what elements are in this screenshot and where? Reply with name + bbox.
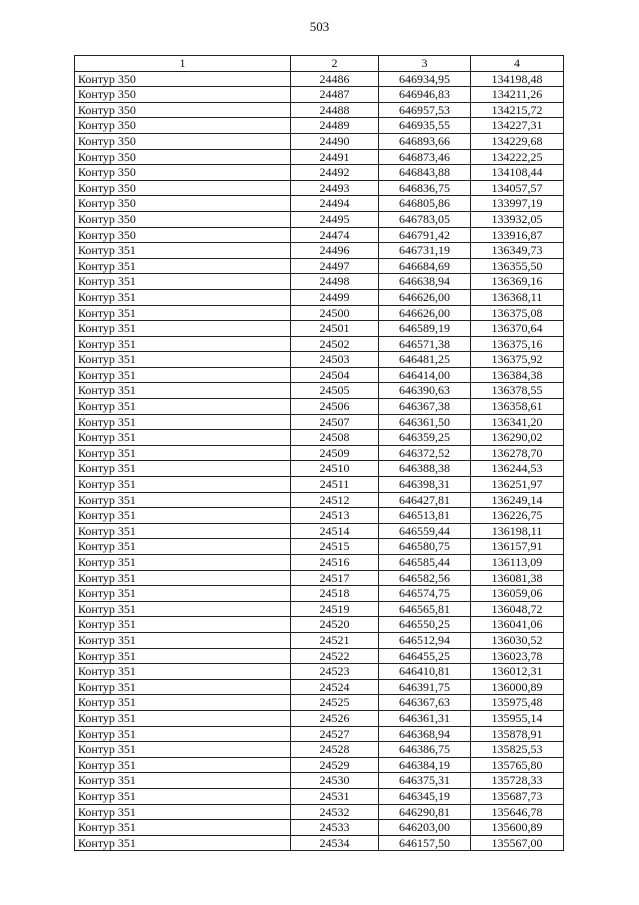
x-coordinate-cell: 646805,86 [379,196,471,212]
column-header: 2 [291,56,379,72]
point-number-cell: 24486 [291,71,379,87]
x-coordinate-cell: 646410,81 [379,664,471,680]
column-header: 1 [75,56,291,72]
contour-name-cell: Контур 351 [75,820,291,836]
table-row [75,149,564,165]
point-number-cell: 24504 [291,367,379,383]
table-row [75,258,564,274]
table-row [75,632,564,648]
table-row [75,118,564,134]
point-number-cell: 24500 [291,305,379,321]
table-row [75,383,564,399]
contour-name-cell: Контур 351 [75,243,291,259]
table-row [75,648,564,664]
x-coordinate-cell: 646512,94 [379,632,471,648]
table-row [75,445,564,461]
point-number-cell: 24492 [291,165,379,181]
x-coordinate-cell: 646626,00 [379,289,471,305]
contour-name-cell: Контур 351 [75,539,291,555]
x-coordinate-cell: 646843,88 [379,165,471,181]
y-coordinate-cell: 134211,26 [471,87,564,103]
point-number-cell: 24522 [291,648,379,664]
contour-name-cell: Контур 351 [75,289,291,305]
contour-name-cell: Контур 351 [75,430,291,446]
x-coordinate-cell: 646290,81 [379,804,471,820]
x-coordinate-cell: 646731,19 [379,243,471,259]
contour-name-cell: Контур 351 [75,461,291,477]
y-coordinate-cell: 136249,14 [471,492,564,508]
point-number-cell: 24530 [291,773,379,789]
x-coordinate-cell: 646935,55 [379,118,471,134]
table-row [75,227,564,243]
x-coordinate-cell: 646384,19 [379,757,471,773]
contour-name-cell: Контур 351 [75,648,291,664]
y-coordinate-cell: 136349,73 [471,243,564,259]
y-coordinate-cell: 136030,52 [471,632,564,648]
table-row [75,773,564,789]
contour-name-cell: Контур 351 [75,492,291,508]
point-number-cell: 24532 [291,804,379,820]
y-coordinate-cell: 134198,48 [471,71,564,87]
column-header: 4 [471,56,564,72]
contour-name-cell: Контур 351 [75,788,291,804]
x-coordinate-cell: 646414,00 [379,367,471,383]
contour-name-cell: Контур 350 [75,227,291,243]
point-number-cell: 24498 [291,274,379,290]
table-row [75,321,564,337]
table-row [75,274,564,290]
contour-name-cell: Контур 351 [75,742,291,758]
contour-name-cell: Контур 351 [75,336,291,352]
x-coordinate-cell: 646203,00 [379,820,471,836]
column-header: 3 [379,56,471,72]
point-number-cell: 24491 [291,149,379,165]
point-number-cell: 24527 [291,726,379,742]
table-row [75,757,564,773]
table-row [75,71,564,87]
y-coordinate-cell: 133916,87 [471,227,564,243]
y-coordinate-cell: 136226,75 [471,508,564,524]
x-coordinate-cell: 646375,31 [379,773,471,789]
contour-name-cell: Контур 351 [75,570,291,586]
point-number-cell: 24511 [291,477,379,493]
y-coordinate-cell: 136278,70 [471,445,564,461]
contour-name-cell: Контур 351 [75,383,291,399]
point-number-cell: 24517 [291,570,379,586]
point-number-cell: 24494 [291,196,379,212]
table-row [75,539,564,555]
table-row [75,617,564,633]
y-coordinate-cell: 136375,16 [471,336,564,352]
x-coordinate-cell: 646386,75 [379,742,471,758]
table-row [75,492,564,508]
y-coordinate-cell: 136081,38 [471,570,564,586]
contour-name-cell: Контур 350 [75,180,291,196]
table-row [75,430,564,446]
table-row [75,336,564,352]
y-coordinate-cell: 135955,14 [471,710,564,726]
contour-name-cell: Контур 351 [75,399,291,415]
point-number-cell: 24506 [291,399,379,415]
contour-name-cell: Контур 351 [75,352,291,368]
y-coordinate-cell: 136157,91 [471,539,564,555]
x-coordinate-cell: 646585,44 [379,555,471,571]
x-coordinate-cell: 646582,56 [379,570,471,586]
contour-name-cell: Контур 351 [75,305,291,321]
y-coordinate-cell: 136358,61 [471,399,564,415]
y-coordinate-cell: 136370,64 [471,321,564,337]
contour-name-cell: Контур 351 [75,835,291,851]
point-number-cell: 24508 [291,430,379,446]
x-coordinate-cell: 646934,95 [379,71,471,87]
y-coordinate-cell: 136368,11 [471,289,564,305]
table-row [75,742,564,758]
point-number-cell: 24534 [291,835,379,851]
table-row [75,399,564,415]
y-coordinate-cell: 136355,50 [471,258,564,274]
point-number-cell: 24512 [291,492,379,508]
point-number-cell: 24509 [291,445,379,461]
point-number-cell: 24502 [291,336,379,352]
y-coordinate-cell: 136375,08 [471,305,564,321]
y-coordinate-cell: 136369,16 [471,274,564,290]
x-coordinate-cell: 646372,52 [379,445,471,461]
x-coordinate-cell: 646367,63 [379,695,471,711]
table-row [75,367,564,383]
y-coordinate-cell: 133997,19 [471,196,564,212]
table-row [75,601,564,617]
x-coordinate-cell: 646836,75 [379,180,471,196]
x-coordinate-cell: 646580,75 [379,539,471,555]
contour-name-cell: Контур 350 [75,118,291,134]
table-row [75,508,564,524]
y-coordinate-cell: 134227,31 [471,118,564,134]
x-coordinate-cell: 646481,25 [379,352,471,368]
x-coordinate-cell: 646574,75 [379,586,471,602]
point-number-cell: 24474 [291,227,379,243]
contour-name-cell: Контур 350 [75,87,291,103]
point-number-cell: 24514 [291,523,379,539]
table-row [75,289,564,305]
table-row [75,586,564,602]
x-coordinate-cell: 646361,31 [379,710,471,726]
table-row [75,804,564,820]
y-coordinate-cell: 136251,97 [471,477,564,493]
contour-name-cell: Контур 351 [75,757,291,773]
x-coordinate-cell: 646367,38 [379,399,471,415]
table-row [75,180,564,196]
x-coordinate-cell: 646359,25 [379,430,471,446]
y-coordinate-cell: 136000,89 [471,679,564,695]
table-header-row [75,56,564,72]
y-coordinate-cell: 135728,33 [471,773,564,789]
y-coordinate-cell: 134108,44 [471,165,564,181]
point-number-cell: 24507 [291,414,379,430]
y-coordinate-cell: 136244,53 [471,461,564,477]
x-coordinate-cell: 646550,25 [379,617,471,633]
contour-name-cell: Контур 351 [75,804,291,820]
point-number-cell: 24496 [291,243,379,259]
table-row [75,726,564,742]
y-coordinate-cell: 136198,11 [471,523,564,539]
table-row [75,710,564,726]
y-coordinate-cell: 136048,72 [471,601,564,617]
y-coordinate-cell: 136384,38 [471,367,564,383]
x-coordinate-cell: 646427,81 [379,492,471,508]
y-coordinate-cell: 134215,72 [471,102,564,118]
y-coordinate-cell: 136290,02 [471,430,564,446]
point-number-cell: 24533 [291,820,379,836]
contour-name-cell: Контур 351 [75,523,291,539]
point-number-cell: 24523 [291,664,379,680]
contour-name-cell: Контур 351 [75,695,291,711]
table-row [75,165,564,181]
contour-name-cell: Контур 351 [75,274,291,290]
point-number-cell: 24503 [291,352,379,368]
x-coordinate-cell: 646391,75 [379,679,471,695]
y-coordinate-cell: 135878,91 [471,726,564,742]
x-coordinate-cell: 646791,42 [379,227,471,243]
x-coordinate-cell: 646388,38 [379,461,471,477]
y-coordinate-cell: 136341,20 [471,414,564,430]
point-number-cell: 24490 [291,133,379,149]
table-row [75,477,564,493]
x-coordinate-cell: 646559,44 [379,523,471,539]
contour-name-cell: Контур 351 [75,617,291,633]
y-coordinate-cell: 135765,80 [471,757,564,773]
coordinates-table [74,55,564,851]
table-row [75,523,564,539]
x-coordinate-cell: 646455,25 [379,648,471,664]
table-row [75,664,564,680]
contour-name-cell: Контур 350 [75,165,291,181]
y-coordinate-cell: 136378,55 [471,383,564,399]
contour-name-cell: Контур 350 [75,211,291,227]
contour-name-cell: Контур 351 [75,508,291,524]
y-coordinate-cell: 134057,57 [471,180,564,196]
x-coordinate-cell: 646946,83 [379,87,471,103]
table-row [75,352,564,368]
point-number-cell: 24528 [291,742,379,758]
point-number-cell: 24488 [291,102,379,118]
x-coordinate-cell: 646626,00 [379,305,471,321]
contour-name-cell: Контур 351 [75,414,291,430]
contour-name-cell: Контур 351 [75,773,291,789]
contour-name-cell: Контур 351 [75,586,291,602]
y-coordinate-cell: 136113,09 [471,555,564,571]
table-row [75,211,564,227]
table-row [75,820,564,836]
contour-name-cell: Контур 350 [75,149,291,165]
contour-name-cell: Контур 351 [75,679,291,695]
x-coordinate-cell: 646390,63 [379,383,471,399]
y-coordinate-cell: 135600,89 [471,820,564,836]
table-row [75,243,564,259]
table-row [75,305,564,321]
point-number-cell: 24520 [291,617,379,633]
point-number-cell: 24521 [291,632,379,648]
table-row [75,835,564,851]
y-coordinate-cell: 133932,05 [471,211,564,227]
contour-name-cell: Контур 350 [75,196,291,212]
x-coordinate-cell: 646684,69 [379,258,471,274]
point-number-cell: 24529 [291,757,379,773]
x-coordinate-cell: 646157,50 [379,835,471,851]
contour-name-cell: Контур 351 [75,555,291,571]
point-number-cell: 24531 [291,788,379,804]
point-number-cell: 24489 [291,118,379,134]
point-number-cell: 24505 [291,383,379,399]
point-number-cell: 24515 [291,539,379,555]
point-number-cell: 24493 [291,180,379,196]
point-number-cell: 24497 [291,258,379,274]
y-coordinate-cell: 136041,06 [471,617,564,633]
contour-name-cell: Контур 351 [75,477,291,493]
table-row [75,133,564,149]
point-number-cell: 24519 [291,601,379,617]
page-number: 503 [309,19,330,34]
point-number-cell: 24513 [291,508,379,524]
contour-name-cell: Контур 351 [75,601,291,617]
point-number-cell: 24526 [291,710,379,726]
y-coordinate-cell: 135825,53 [471,742,564,758]
contour-name-cell: Контур 350 [75,71,291,87]
table-body [75,71,564,851]
contour-name-cell: Контур 351 [75,445,291,461]
point-number-cell: 24501 [291,321,379,337]
x-coordinate-cell: 646368,94 [379,726,471,742]
contour-name-cell: Контур 350 [75,102,291,118]
point-number-cell: 24499 [291,289,379,305]
x-coordinate-cell: 646513,81 [379,508,471,524]
x-coordinate-cell: 646957,53 [379,102,471,118]
x-coordinate-cell: 646638,94 [379,274,471,290]
y-coordinate-cell: 135567,00 [471,835,564,851]
point-number-cell: 24524 [291,679,379,695]
table-row [75,461,564,477]
contour-name-cell: Контур 350 [75,133,291,149]
x-coordinate-cell: 646783,05 [379,211,471,227]
y-coordinate-cell: 136012,31 [471,664,564,680]
table-row [75,679,564,695]
contour-name-cell: Контур 351 [75,367,291,383]
y-coordinate-cell: 136059,06 [471,586,564,602]
point-number-cell: 24518 [291,586,379,602]
point-number-cell: 24525 [291,695,379,711]
table-row [75,788,564,804]
contour-name-cell: Контур 351 [75,321,291,337]
x-coordinate-cell: 646873,46 [379,149,471,165]
x-coordinate-cell: 646589,19 [379,321,471,337]
y-coordinate-cell: 135687,73 [471,788,564,804]
y-coordinate-cell: 135646,78 [471,804,564,820]
contour-name-cell: Контур 351 [75,710,291,726]
x-coordinate-cell: 646361,50 [379,414,471,430]
contour-name-cell: Контур 351 [75,632,291,648]
contour-name-cell: Контур 351 [75,726,291,742]
point-number-cell: 24495 [291,211,379,227]
x-coordinate-cell: 646398,31 [379,477,471,493]
y-coordinate-cell: 134229,68 [471,133,564,149]
table-row [75,87,564,103]
table-row [75,570,564,586]
table-row [75,196,564,212]
table-row [75,555,564,571]
table-row [75,695,564,711]
table-row [75,102,564,118]
x-coordinate-cell: 646571,38 [379,336,471,352]
y-coordinate-cell: 135975,48 [471,695,564,711]
contour-name-cell: Контур 351 [75,664,291,680]
point-number-cell: 24516 [291,555,379,571]
x-coordinate-cell: 646893,66 [379,133,471,149]
table-row [75,414,564,430]
point-number-cell: 24510 [291,461,379,477]
y-coordinate-cell: 136375,92 [471,352,564,368]
contour-name-cell: Контур 351 [75,258,291,274]
y-coordinate-cell: 134222,25 [471,149,564,165]
y-coordinate-cell: 136023,78 [471,648,564,664]
x-coordinate-cell: 646565,81 [379,601,471,617]
x-coordinate-cell: 646345,19 [379,788,471,804]
point-number-cell: 24487 [291,87,379,103]
